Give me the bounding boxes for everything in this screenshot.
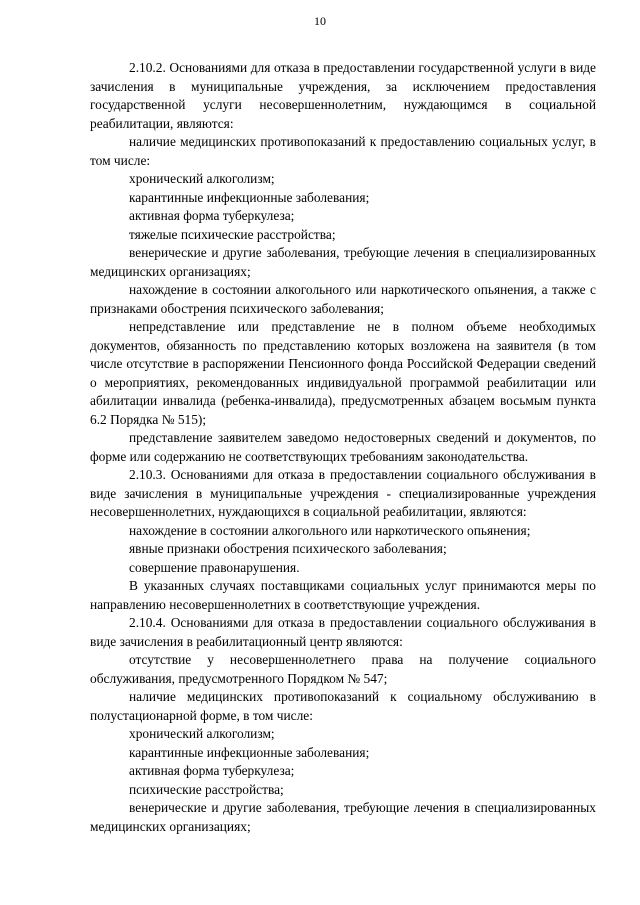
paragraph-referral-measures: В указанных случаях поставщиками социальных услуг принимаются меры по направлению несовершеннолетних в соответствующие учреждения. (90, 578, 596, 612)
paragraph-2-10-3: 2.10.3. Основаниями для отказа в предоставлении социального обслуживания в виде зачисления в муниципальные учреждения - специализированные учреждения несовершеннолетних, нуждающихся в социальной реабилитации, являются: (90, 467, 596, 519)
list-item: нахождение в состоянии алкогольного или наркотического опьянения, а также с признаками обострения психического заболевания; (90, 282, 596, 316)
paragraph-2-10-4: 2.10.4. Основаниями для отказа в предоставлении социального обслуживания в виде зачисления в реабилитационный центр являются: (90, 615, 596, 649)
list-item: карантинные инфекционные заболевания; (129, 744, 370, 760)
list-item: наличие медицинских противопоказаний к социальному обслуживанию в полустационарной форме, в том числе: (90, 689, 596, 723)
list-item: венерические и другие заболевания, требующие лечения в специализированных медицинских организациях; (90, 800, 596, 834)
list-item: активная форма туберкулеза; (129, 208, 295, 223)
page-number: 10 (314, 14, 326, 28)
list-item: хронический алкоголизм; (129, 171, 275, 186)
list-item: венерические и другие заболевания, требующие лечения в специализированных медицинских организациях; (90, 245, 596, 279)
list-item: психические расстройства; (129, 781, 284, 797)
list-item: нахождение в состоянии алкогольного или наркотического опьянения; (129, 522, 531, 538)
paragraph-medical-contraindications: наличие медицинских противопоказаний к предоставлению социальных услуг, в том числе: (90, 134, 596, 168)
list-item: тяжелые психические расстройства; (129, 226, 336, 242)
list-item: хронический алкоголизм; (129, 726, 275, 741)
list-item: совершение правонарушения. (129, 559, 300, 575)
list-item: карантинные инфекционные заболевания; (129, 189, 370, 205)
list-item: непредставление или представление не в полном объеме необходимых документов, обязанность по представлению которых возложена на заявителя (в том числе отсутствие в распоряжении Пенсионного фонда Российской Федерации сведений о мероприятиях, рекомендованных индивидуальной программой реабилитации или абилитации инвалида (ребенка-инвалида), предусмотренных абзацем восьмым пункта 6.2 Порядка № 515); (90, 319, 596, 427)
document-body (90, 59, 596, 836)
list-item: отсутствие у несовершеннолетнего права на получение социального обслуживания, предусмотренного Порядком № 547; (90, 652, 596, 686)
list-item: активная форма туберкулеза; (129, 763, 295, 778)
paragraph-2-10-2: 2.10.2. Основаниями для отказа в предоставлении государственной услуги в виде зачисления в муниципальные учреждения, за исключением предоставления государственной услуги несовершеннолетним, нуждающимся в социальной реабилитации, являются: (90, 60, 596, 131)
list-item: явные признаки обострения психического заболевания; (129, 541, 447, 556)
list-item: представление заявителем заведомо недостоверных сведений и документов, по форме или содержанию не соответствующих требованиям законодательства. (90, 430, 596, 464)
